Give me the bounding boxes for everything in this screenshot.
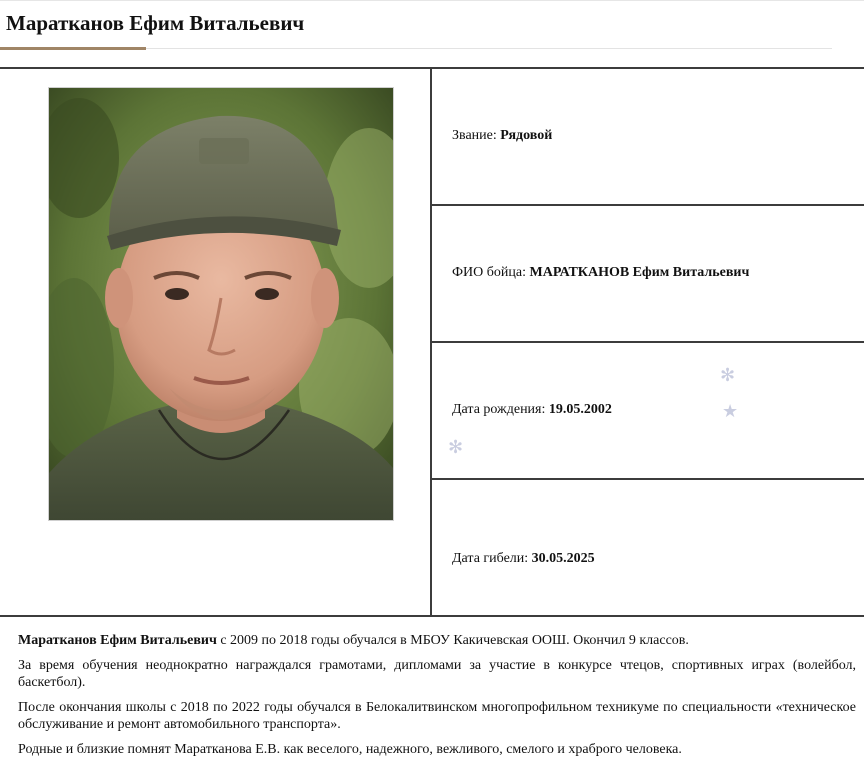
bio-name: Маратканов Ефим Витальевич bbox=[18, 633, 217, 648]
death-value: 30.05.2025 bbox=[531, 551, 595, 566]
star-icon: ★ bbox=[722, 401, 739, 422]
rank-line bbox=[452, 127, 552, 145]
bio-paragraph-3: После окончания школы с 2018 по 2022 годы обучался в Белокалитвинском многопрофильном техникуме по специальности «техническое обслуживание и ремонт автомобильного транспорта». bbox=[18, 700, 856, 732]
birth-value: 19.05.2002 bbox=[548, 402, 612, 417]
soldier-portrait-icon bbox=[49, 88, 393, 520]
snowflake-icon: ✻ bbox=[448, 437, 464, 458]
name-value: МАРАТКАНОВ Ефим Витальевич bbox=[529, 265, 750, 280]
info-column bbox=[432, 69, 864, 615]
top-divider bbox=[0, 0, 864, 1]
bio-text-1: с 2009 по 2018 годы обучался в МБОУ Какичевская ООШ. Окончил 9 классов. bbox=[216, 633, 689, 648]
soldier-photo bbox=[48, 87, 394, 521]
info-row-name bbox=[432, 206, 864, 343]
bio-paragraph-2: За время обучения неоднократно награждался грамотами, дипломами за участие в конкурсе чтецов, спортивных играх (волейбол, баскетбол). bbox=[18, 658, 856, 690]
birth-line bbox=[452, 401, 612, 419]
rank-value: Рядовой bbox=[500, 128, 553, 143]
info-row-birth bbox=[432, 343, 864, 480]
page-title: Маратканов Ефим Витальевич bbox=[6, 11, 305, 35]
title-accent-bar bbox=[0, 47, 146, 50]
birth-label: Дата рождения: bbox=[452, 402, 546, 417]
rank-label: Звание: bbox=[452, 128, 497, 143]
name-line bbox=[452, 264, 749, 282]
death-line bbox=[452, 550, 595, 568]
soldier-card bbox=[0, 67, 864, 617]
name-label: ФИО бойца: bbox=[452, 265, 526, 280]
bio-paragraph-4: Родные и близкие помнят Маратканова Е.В. как веселого, надежного, вежливого, смелого и храброго человека. bbox=[18, 742, 682, 757]
info-row-death bbox=[432, 480, 864, 615]
snowflake-icon: ✻ bbox=[720, 365, 736, 386]
bio-paragraph-1 bbox=[18, 632, 856, 649]
info-row-rank bbox=[432, 69, 864, 206]
photo-column bbox=[0, 69, 432, 615]
biography bbox=[18, 632, 856, 766]
death-label: Дата гибели: bbox=[452, 551, 529, 566]
